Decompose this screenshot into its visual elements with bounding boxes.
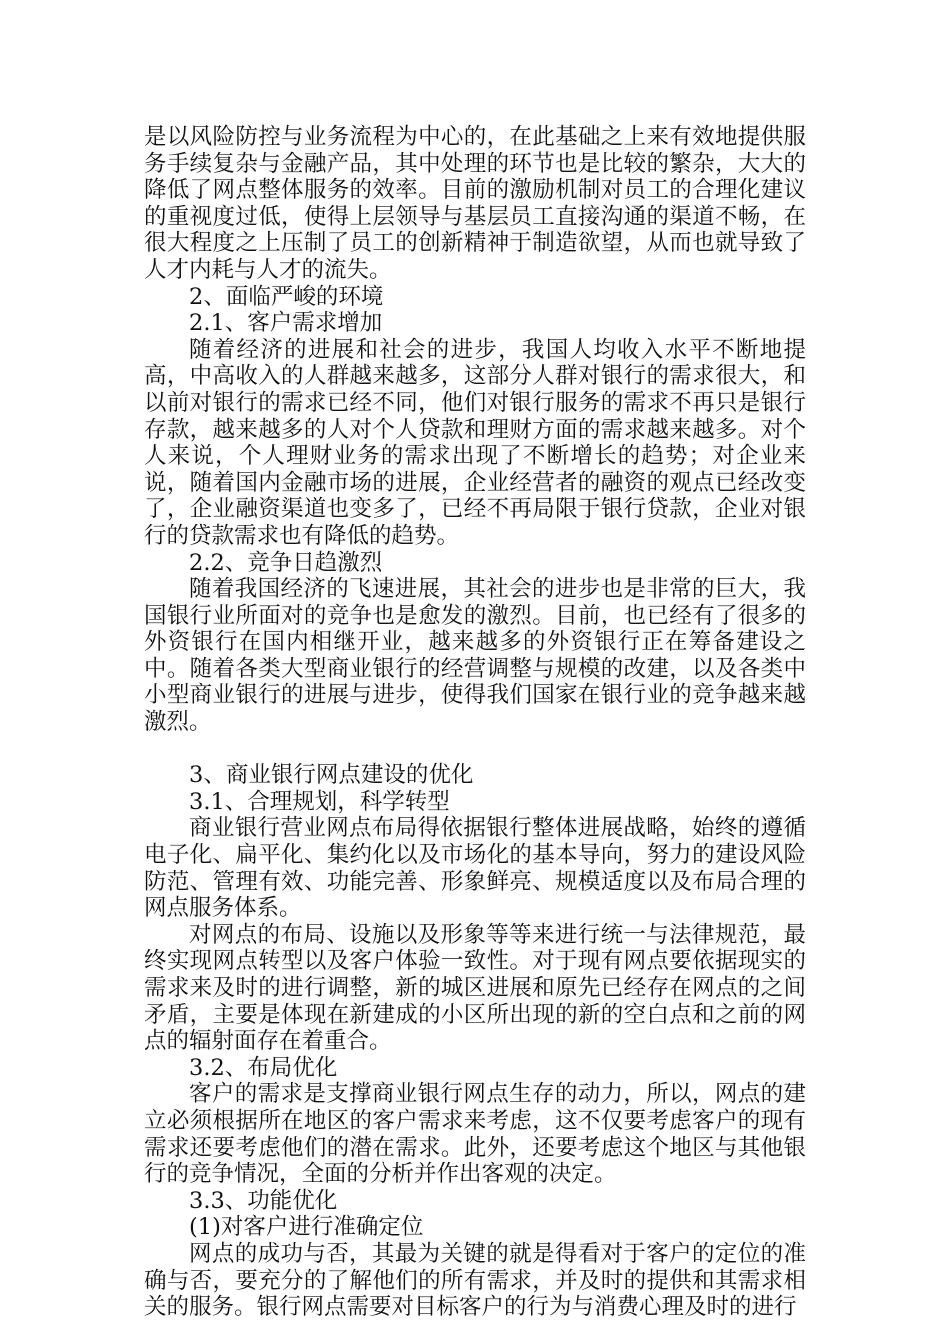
section-3-2-heading: 3.2、布局优化 xyxy=(189,1054,338,1081)
section-2-1-paragraph: 随着经济的进展和社会的进步，我国人均收入水平不断地提高，中高收入的人群越来越多，这部分人群对银行的需求很大，和以前对银行的需求已经不同，他们对银行服务的需求不再只是银行存款，越来越多的人对个人贷款和理财方面的需求越来越多。对个人来说，个人理财业务的需求出现了不断增长的趋势；对企业来说，随着国内金融市场的进展，企业经营者的融资的观点已经改变了，企业融资渠道也变多了，已经不再局限于银行贷款，企业对银行的贷款需求也有降低的趋势。 xyxy=(144,336,806,549)
section-3-3-item-1-paragraph: 网点的成功与否，其最为关键的就是得看对于客户的定位的准确与否，要充分的了解他们的所有需求，并及时的提供和其需求相关的服务。银行网点需要对目标客户的行为与消费心理及时的进行 xyxy=(144,1240,806,1321)
section-3-1-paragraph-2: 对网点的布局、设施以及形象等等来进行统一与法律规范，最终实现网点转型以及客户体验一致性。对于现有网点要依据现实的需求来及时的进行调整，新的城区进展和原先已经存在网点的之间矛盾，主要是体现在新建成的小区所出现的新的空白点和之前的网点的辐射面存在着重合。 xyxy=(144,921,806,1055)
section-3-1-paragraph-1: 商业银行营业网点布局得依据银行整体进展战略，始终的遵循电子化、扁平化、集约化以及市场化的基本导向，努力的建设风险防范、管理有效、功能完善、形象鲜亮、规模适度以及布局合理的网点服务体系。 xyxy=(144,815,806,922)
section-3-3-item-1-heading: (1)对客户进行准确定位 xyxy=(189,1214,424,1241)
intro-continuation-paragraph: 是以风险防控与业务流程为中心的，在此基础之上来有效地提供服务手续复杂与金融产品，其中处理的环节也是比较的繁杂，大大的降低了网点整体服务的效率。目前的激励机制对员工的合理化建议的重视度过低，使得上层领导与基层员工直接沟通的渠道不畅，在很大程度之上压制了员工的创新精神于制造欲望，从而也就导致了人才内耗与人才的流失。 xyxy=(144,124,806,283)
blank-line xyxy=(144,736,806,763)
section-2-2-heading: 2.2、竞争日趋激烈 xyxy=(189,549,383,576)
section-2-1-heading: 2.1、客户需求增加 xyxy=(189,310,383,337)
section-3-2-paragraph: 客户的需求是支撑商业银行网点生存的动力，所以，网点的建立必须根据所在地区的客户需求来考虑，这不仅要考虑客户的现有需求还要考虑他们的潜在需求。此外，还要考虑这个地区与其他银行的竞争情况，全面的分析并作出客观的决定。 xyxy=(144,1081,806,1188)
section-2-2-paragraph: 随着我国经济的飞速进展，其社会的进步也是非常的巨大，我国银行业所面对的竞争也是愈发的激烈。目前，也已经有了很多的外资银行在国内相继开业，越来越多的外资银行正在筹备建设之中。随着各类大型商业银行的经营调整与规模的改建，以及各类中小型商业银行的进展与进步，使得我们国家在银行业的竞争越来越激烈。 xyxy=(144,576,806,736)
document-page xyxy=(144,124,806,1321)
section-3-heading: 3、商业银行网点建设的优化 xyxy=(189,762,474,789)
section-2-heading: 2、面临严峻的环境 xyxy=(189,283,384,310)
section-3-3-heading: 3.3、功能优化 xyxy=(189,1187,338,1214)
section-3-1-heading: 3.1、合理规划，科学转型 xyxy=(189,788,450,815)
